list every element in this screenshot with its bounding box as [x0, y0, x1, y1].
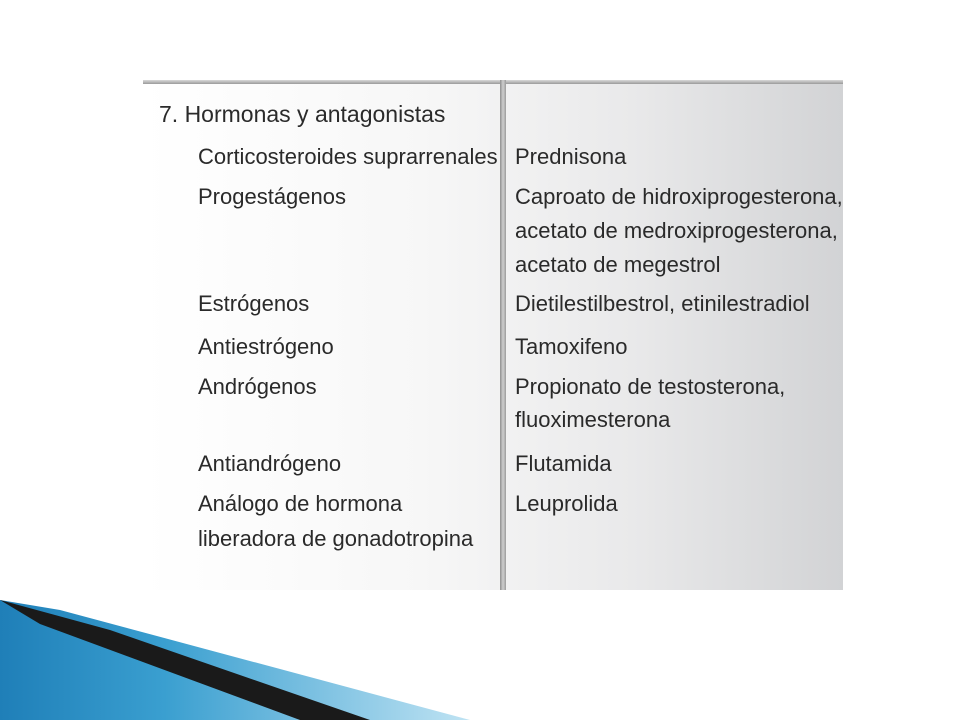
drug-cell: Tamoxifeno: [515, 334, 628, 359]
category-cell: Progestágenos: [198, 184, 346, 209]
top-rule: [143, 80, 843, 84]
column-divider: [500, 80, 506, 590]
category-cell: Antiandrógeno: [198, 451, 342, 476]
category-cell: liberadora de gonadotropina: [198, 526, 474, 551]
drug-cell: Leuprolida: [515, 491, 618, 516]
table-heading: 7. Hormonas y antagonistas: [159, 101, 446, 127]
swoosh-blue-band: [0, 600, 470, 720]
drug-cell: Caproato de hidroxiprogesterona,: [515, 184, 843, 209]
drug-cell: acetato de medroxiprogesterona,: [515, 218, 838, 243]
drug-table: [143, 80, 843, 590]
drug-cell: Prednisona: [515, 144, 627, 169]
decorative-swoosh: [0, 600, 960, 720]
drug-cell: Propionato de testosterona,: [515, 374, 786, 399]
category-cell: Antiestrógeno: [198, 334, 334, 359]
category-cell: Corticosteroides suprarrenales: [198, 144, 498, 169]
category-cell: Análogo de hormona: [198, 491, 403, 516]
category-cell: Estrógenos: [198, 291, 310, 316]
category-cell: Andrógenos: [198, 374, 317, 399]
drug-cell: fluoximesterona: [515, 407, 671, 432]
drug-cell: acetato de megestrol: [515, 252, 721, 277]
drug-cell: Flutamida: [515, 451, 612, 476]
drug-cell: Dietilestilbestrol, etinilestradiol: [515, 291, 810, 316]
